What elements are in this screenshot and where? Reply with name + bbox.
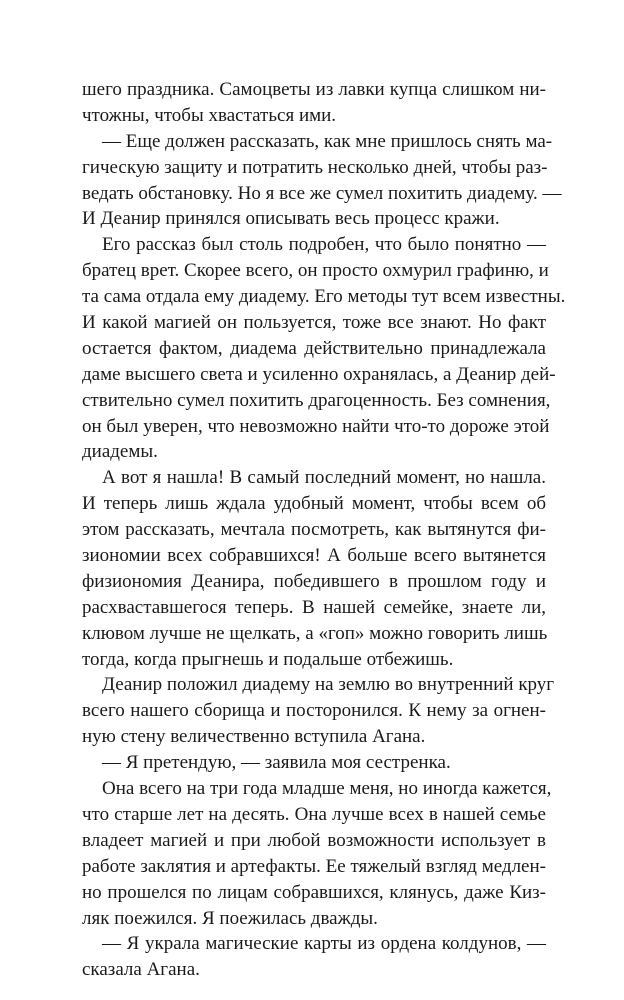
text-line: та сама отдала ему диадему. Его методы тут всем известны.: [82, 286, 566, 308]
text-line: — Я претендую, — заявила моя сестренка.: [102, 752, 451, 774]
text-line: гическую защиту и потратить несколько дней, чтобы раз-: [82, 156, 548, 178]
text-line: — Еще должен рассказать, как мне пришлось снять ма-: [102, 130, 553, 152]
paragraph: [82, 232, 566, 465]
text-line: ствительно сумел похитить драгоценность. Без сомнения,: [82, 389, 551, 411]
paragraph: [82, 750, 546, 776]
text-line: но прошелся по лицам собравшихся, клянусь, даже Киз-: [82, 881, 546, 903]
text-line: ляк поежился. Я поежилась дважды.: [82, 907, 378, 929]
text-line: Она всего на три года младше меня, но иногда кажется,: [102, 778, 552, 800]
text-line: Его рассказ был столь подробен, что было понятно —: [102, 234, 546, 256]
text-line: клювом лучше не щелкать, а «гоп» можно говорить лишь: [82, 622, 548, 644]
text-line: всего нашего сборища и посторонился. К нему за огнен-: [82, 700, 546, 722]
text-line: физиономия Деанира, победившего в прошлом году и: [82, 570, 546, 592]
text-line: шего праздника. Самоцветы из лавки купца слишком ни-: [82, 79, 546, 100]
text-line: И теперь лишь ждала удобный момент, чтобы всем об: [82, 493, 546, 515]
text-line: братец врет. Скорее всего, он просто охмурил графиню, и: [82, 260, 549, 282]
text-line: диадемы.: [82, 441, 158, 463]
text-line: чтожны, чтобы хвастаться ими.: [82, 104, 337, 126]
text-line: сказала Агана.: [82, 959, 200, 981]
text-line: тогда, когда прыгнешь и подальше отбежишь.: [82, 648, 454, 670]
text-line: И Деанир принялся описывать весь процесс кражи.: [82, 208, 500, 230]
paragraph: [82, 776, 552, 931]
text-line: А вот я нашла! В самый последний момент, но нашла.: [102, 467, 546, 489]
text-line: расхваставшегося теперь. В нашей семейке, знаете ли,: [82, 596, 546, 618]
text-line: ную стену величественно вступила Агана.: [82, 726, 426, 748]
text-line: Деанир положил диадему на землю во внутренний круг: [102, 674, 555, 696]
paragraph: [82, 672, 555, 750]
paragraph: [82, 931, 546, 983]
text-line: владеет магией и при любой возможности использует в: [82, 829, 546, 851]
paragraph: [82, 129, 562, 233]
text-line: — Я украла магические карты из ордена колдунов, —: [102, 933, 546, 955]
text-line: этом рассказать, мечтала посмотреть, как вытянутся фи-: [82, 519, 546, 541]
text-line: ведать обстановку. Но я все же сумел похитить диадему. —: [82, 182, 562, 204]
paragraph: [82, 465, 546, 672]
text-line: он был уверен, что невозможно найти что-то дороже этой: [82, 415, 550, 437]
text-line: остается фактом, диадема действительно принадлежала: [82, 337, 546, 359]
paragraph: [82, 77, 546, 129]
text-line: зиономии всех собравшихся! А больше всего вытянется: [82, 545, 546, 567]
text-line: даме высшего света и усиленно охранялась, а Деанир дей-: [82, 363, 556, 385]
text-line: И какой магией он пользуется, тоже все знают. Но факт: [82, 312, 546, 334]
text-line: работе заклятия и артефакты. Ее тяжелый взгляд медлен-: [82, 855, 546, 877]
text-line: что старше лет на десять. Она лучше всех в нашей семье: [82, 803, 546, 825]
book-page: [82, 77, 566, 983]
